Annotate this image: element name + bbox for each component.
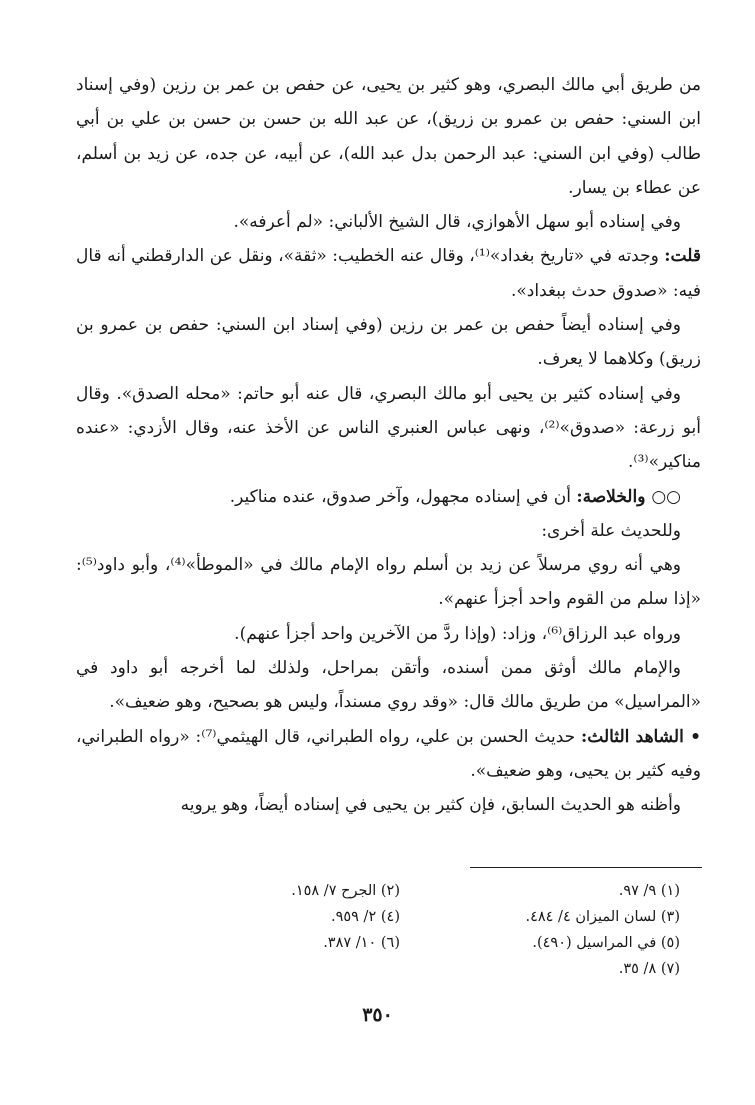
footnote-row	[120, 878, 680, 904]
paragraph-text: حديث الحسن بن علي، رواه الطبراني، قال الهيثمي⁽⁷⁾: «رواه الطبراني، وفيه كثير بن يحيى، وهو ضعيف».	[76, 726, 701, 781]
paragraph-text: وفي إسناده كثير بن يحيى أبو مالك البصري، قال عنه أبو حاتم: «محله الصدق». وقال أبو زرعة: «صدوق»⁽²⁾، ونهى عباس العنبري الناس عن الأخذ عنه، وقال الأزدي: «عنده مناكير»⁽³⁾.	[76, 383, 702, 473]
paragraph-11	[76, 720, 701, 789]
paragraph-text: وهي أنه روي مرسلاً عن زيد بن أسلم رواه الإمام مالك في «الموطأ»⁽⁴⁾، وأبو داود⁽⁵⁾: «إذا سلم من القوم واحد أجزأ عنهم».	[76, 555, 701, 610]
paragraph-text: أن في إسناده مجهول، وآخر صدوق، عنده مناكير.	[229, 486, 577, 507]
footnote-3: (٣) لسان الميزان ٤/ ٤٨٤.	[525, 909, 680, 925]
main-text	[76, 68, 701, 823]
paragraph-8	[76, 548, 701, 617]
footnote-row	[120, 904, 680, 930]
footnote-row	[120, 930, 680, 956]
paragraph-9	[76, 617, 701, 651]
paragraph-text: ورواه عبد الرزاق⁽⁶⁾، وزاد: (وإذا ردَّ من الآخرين واحد أجزأ عنهم).	[234, 623, 681, 644]
paragraph-5	[76, 377, 701, 480]
paragraph-2	[76, 205, 701, 239]
footnotes	[120, 878, 680, 982]
paragraph-6	[76, 480, 701, 514]
footnote-5: (٥) في المراسيل (٤٩٠).	[532, 935, 680, 951]
paragraph-4	[76, 308, 701, 377]
paragraph-text: وجدته في «تاريخ بغداد»⁽¹⁾، وقال عنه الخطيب: «ثقة»، ونقل عن الدارقطني أنه قال فيه: «صدوق حدث ببغداد».	[76, 246, 701, 301]
footnote-empty	[120, 956, 400, 982]
paragraph-3	[76, 239, 701, 308]
paragraph-text: من طريق أبي مالك البصري، وهو كثير بن يحيى، عن حفص بن عمر بن رزين (وفي إسناد ابن السني: حفص بن عمرو بن زريق)، عن عبد الله بن حسن بن حسن بن علي بن أبي طالب (وفي ابن السني: عبد الرحمن بدل عبد الله)، عن أبيه، عن جده، عن زيد بن أسلم، عن عطاء بن يسار.	[76, 75, 701, 198]
paragraph-text: وأظنه هو الحديث السابق، فإن كثير بن يحيى في إسناده أيضاً، وهو يرويه	[180, 795, 681, 816]
footnote-divider	[470, 867, 702, 868]
footnote-row	[120, 956, 680, 982]
paragraph-7	[76, 514, 701, 548]
paragraph-text: والإمام مالك أوثق ممن أسنده، وأتقن بمراحل، ولذلك لما أخرجه أبو داود في «المراسيل» من طريق مالك قال: «وقد روي مسنداً، وليس هو بصحيح، وهو ضعيف».	[76, 658, 701, 713]
paragraph-text: وفي إسناده أبو سهل الأهوازي، قال الشيخ الألباني: «لم أعرفه».	[233, 212, 681, 233]
footnote-1: (١) ٩/ ٩٧.	[618, 883, 680, 899]
paragraph-1	[76, 68, 701, 205]
paragraph-10	[76, 651, 701, 720]
paragraph-text: وفي إسناده أيضاً حفص بن عمر بن رزين (وفي إسناد ابن السني: حفص بن عمرو بن زريق) وكلاهما لا يعرف.	[76, 315, 701, 370]
footnote-6: (٦) ١٠/ ٣٨٧.	[323, 935, 400, 951]
footnote-2: (٢) الجرح ٧/ ١٥٨.	[291, 883, 400, 899]
page-number: ٣٥٠	[362, 1004, 393, 1026]
paragraph-lead: • الشاهد الثالث:	[580, 726, 701, 747]
paragraph-lead: قلت:	[664, 246, 701, 267]
paragraph-lead: ○○ والخلاصة:	[576, 486, 681, 507]
footnote-7: (٧) ٨/ ٣٥.	[618, 961, 680, 977]
paragraph-12	[76, 788, 701, 822]
paragraph-text: وللحديث علة أخرى:	[541, 520, 681, 541]
footnote-4: (٤) ٢/ ٩٥٩.	[330, 909, 400, 925]
